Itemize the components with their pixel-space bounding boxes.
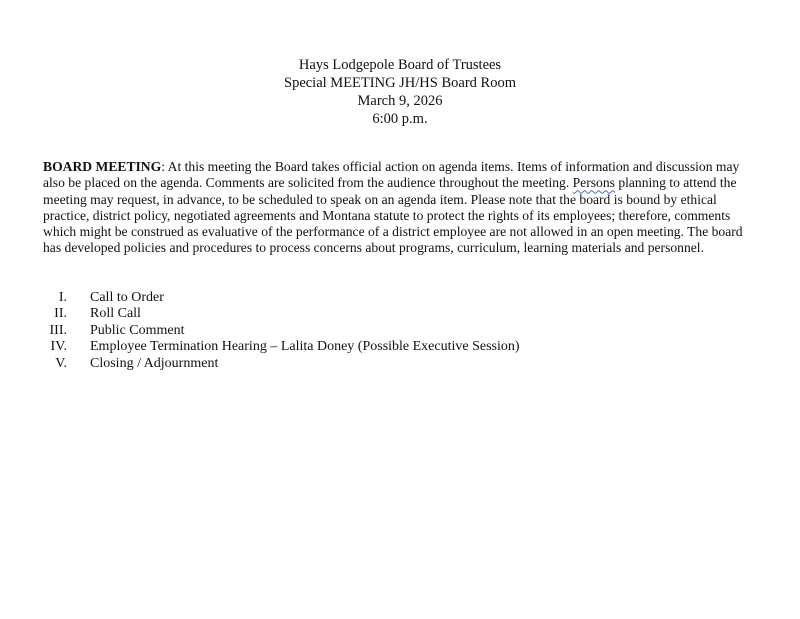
agenda-item xyxy=(43,356,743,372)
meeting-notice-paragraph xyxy=(43,159,759,257)
meeting-location: Special MEETING JH/HS Board Room xyxy=(284,75,516,91)
agenda-item xyxy=(43,290,743,306)
agenda-item-number: V. xyxy=(55,355,67,371)
notice-label: BOARD MEETING xyxy=(43,159,162,174)
agenda-item-text: Call to Order xyxy=(90,290,164,305)
document-header xyxy=(0,56,800,128)
agenda-item-text: Closing / Adjournment xyxy=(90,355,219,371)
spellcheck-flagged-word: Persons xyxy=(572,175,615,191)
agenda-item-text: Roll Call xyxy=(90,306,141,322)
meeting-time: 6:00 p.m. xyxy=(372,111,428,127)
notice-text-part1: : At this meeting the Board takes official action on agenda items. Items of information and discussion may also be placed on the agenda. Comments are solicited from the audience throughout the meeting. xyxy=(43,159,740,191)
board-name: Hays Lodgepole Board of Trustees xyxy=(298,57,502,73)
agenda-item-number: II. xyxy=(54,306,67,322)
agenda-item xyxy=(43,323,743,339)
notice-text-part2: planning to attend the meeting may request, in advance, to be scheduled to speak on an agenda item. Please note that the board is bound by ethical practice, district policy, negotiated agreements and Montana statute to protect the rights of its employees; therefore, comments which might be construed as evaluative of the performance of a district employee are not allowed in an open meeting. The board has developed policies and procedures to process concerns about programs, curriculum, learning materials and personnel. xyxy=(43,175,743,256)
agenda-item-number: III. xyxy=(49,322,67,338)
agenda-item xyxy=(43,339,743,355)
agenda-item-text: Public Comment xyxy=(90,322,185,338)
agenda-list xyxy=(43,290,743,372)
meeting-date: March 9, 2026 xyxy=(357,93,443,109)
agenda-item-number: I. xyxy=(58,290,67,305)
agenda-item-text: Employee Termination Hearing – Lalita Doney (Possible Executive Session) xyxy=(90,339,520,355)
agenda-item xyxy=(43,306,743,322)
agenda-item-number: IV. xyxy=(50,339,67,355)
